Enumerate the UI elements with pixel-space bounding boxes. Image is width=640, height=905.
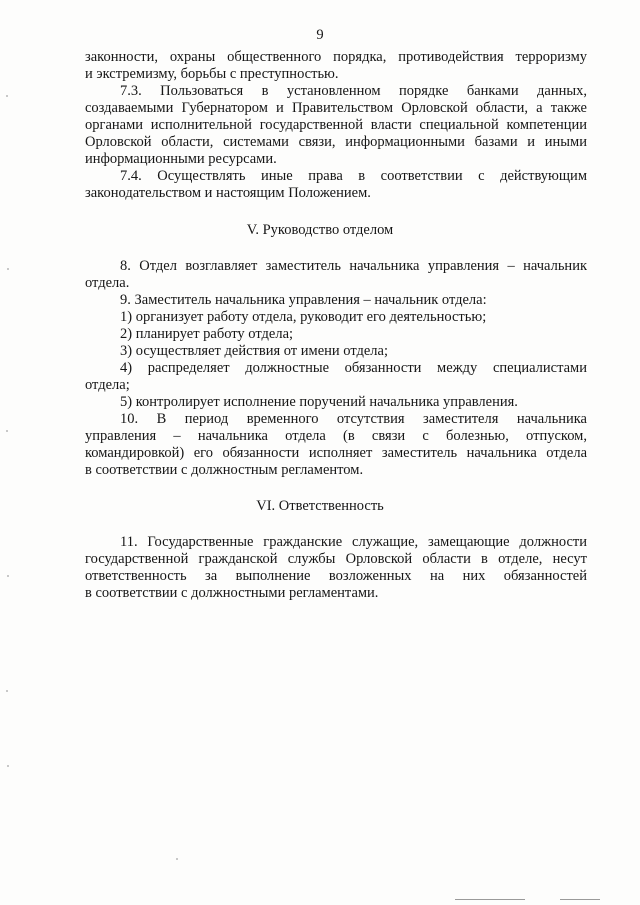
text-line: органами исполнительной государственной власти специальной компетенции	[85, 117, 587, 133]
text-line: 9. Заместитель начальника управления – начальник отдела:	[120, 292, 487, 308]
text-line: 8. Отдел возглавляет заместитель начальника управления – начальник	[120, 258, 587, 274]
scan-speck	[176, 858, 178, 860]
scan-speck	[6, 430, 8, 432]
scan-speck	[7, 575, 9, 577]
text-line: ответственность за выполнение возложенных на них обязанностей	[85, 568, 587, 584]
text-line: информационными ресурсами.	[85, 151, 277, 167]
text-line: создаваемыми Губернатором и Правительством Орловской области, а также	[85, 100, 587, 116]
text-line: 7.3. Пользоваться в установленном порядке банками данных,	[120, 83, 587, 99]
text-line: законодательством и настоящим Положением.	[85, 185, 371, 201]
text-line: 2) планирует работу отдела;	[120, 326, 294, 342]
scan-speck	[6, 95, 8, 97]
text-line: в соответствии с должностным регламентом.	[85, 462, 364, 478]
text-line: отдела;	[85, 377, 130, 393]
scan-edge-mark	[455, 899, 525, 900]
text-line: управления – начальника отдела (в связи с болезнью, отпуском,	[85, 428, 587, 444]
scan-speck	[7, 268, 9, 270]
text-line: 1) организует работу отдела, руководит его деятельностью;	[120, 309, 487, 325]
text-line: 7.4. Осуществлять иные права в соответствии с действующим	[120, 168, 587, 184]
page-number: 9	[316, 27, 324, 43]
section-heading: VI. Ответственность	[256, 498, 384, 514]
scan-edge-mark	[560, 899, 600, 900]
text-line: законности, охраны общественного порядка, противодействия терроризму	[85, 49, 587, 65]
text-line: отдела.	[85, 275, 130, 291]
text-line: 5) контролирует исполнение поручений начальника управления.	[120, 394, 518, 410]
text-line: 4) распределяет должностные обязанности между специалистами	[120, 360, 587, 376]
text-line: Орловской области, системами связи, информационными базами и иными	[85, 134, 587, 150]
section-heading: V. Руководство отделом	[246, 222, 394, 238]
text-line: командировкой) его обязанности исполняет заместитель начальника отдела	[85, 445, 587, 461]
scan-speck	[6, 690, 8, 692]
text-line: в соответствии с должностными регламентами.	[85, 585, 379, 601]
text-line: 10. В период временного отсутствия заместителя начальника	[120, 411, 587, 427]
text-line: 11. Государственные гражданские служащие, замещающие должности	[120, 534, 587, 550]
text-line: государственной гражданской службы Орловской области в отделе, несут	[85, 551, 587, 567]
scan-speck	[7, 765, 9, 767]
text-line: 3) осуществляет действия от имени отдела;	[120, 343, 389, 359]
text-line: и экстремизму, борьбы с преступностью.	[85, 66, 339, 82]
